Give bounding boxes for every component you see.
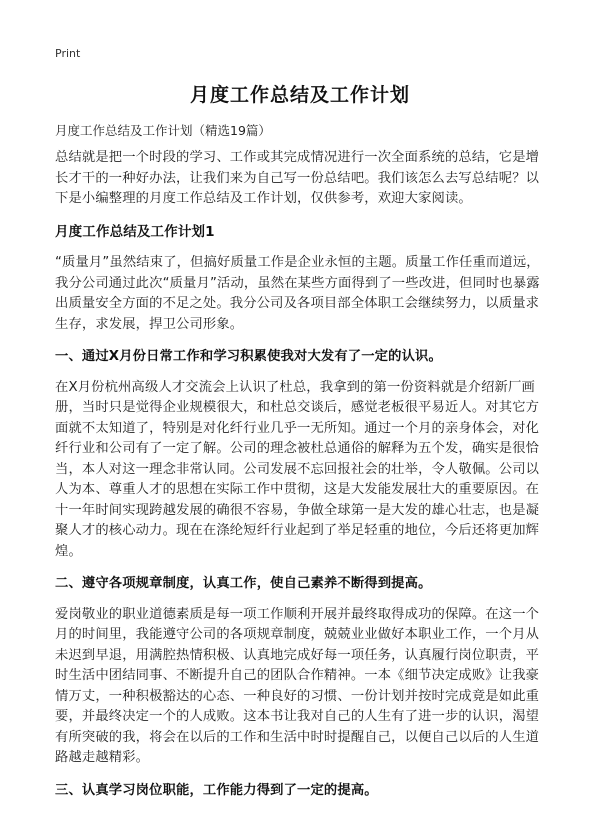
document-title: 月度工作总结及工作计划 <box>189 84 410 106</box>
subheading-1: 一、通过X月份日常工作和学习积累使我对大发有了一定的认识。 <box>55 349 442 364</box>
intro-paragraph: 总结就是把一个时段的学习、工作或其完成情况进行一次全面系统的总结，它是增长才干的一种好办法，让我们来为自己写一份总结吧。我们该怎么去写总结呢？以下是小编整理的月度工作总结及工作计划，仅供参考，欢迎大家阅读。 <box>55 150 540 206</box>
subheading-2: 二、遵守各项规章制度，认真工作，使自己素养不断得到提高。 <box>55 576 432 591</box>
document-body <box>55 148 547 801</box>
body-paragraph-3: 爱岗敬业的职业道德素质是每一项工作顺利开展并最终取得成功的保障。在这一个月的时间里，我能遵守公司的各项规章制度，兢兢业业做好本职业工作，一个月从未迟到早退，用满腔热情积极、认真地完成好每一项任务，认真履行岗位职责，平时生活中团结同事、不断提升自己的团队合作精神。一本《细节决定成败》让我豪情万丈，一种积极豁达的心态、一种良好的习惯、一份计划并按时完成竟是如此重要，并最终决定一个的人成败。这本书让我对自己的人生有了进一步的认识，渴望有所突破的我，将会在以后的工作和生活中时时提醒自己，以便自己以后的人生道路越走越精彩。 <box>55 606 540 765</box>
section-heading: 月度工作总结及工作计划1 <box>55 223 215 240</box>
print-label[interactable]: Print <box>55 47 81 60</box>
body-paragraph-1: “质量月”虽然结束了，但搞好质量工作是企业永恒的主题。质量工作任重而道远，我分公司通过此次“质量月”活动，虽然在某些方面得到了一些改进，但同时也暴露出质量安全方面的不足之处。我分公司及各项目部全体职工会继续努力，以质量求生存，求发展，捍卫公司形象。 <box>55 255 540 332</box>
document-subtitle: 月度工作总结及工作计划（精选19篇） <box>55 123 271 138</box>
body-paragraph-2: 在X月份杭州高级人才交流会上认识了杜总，我拿到的第一份资料就是介绍新厂画册，当时只是觉得企业规模很大，和杜总交谈后，感觉老板很平易近人。对其它方面就不太知道了，特别是对化纤行业几乎一无所知。通过一个月的亲身体会，对化纤行业和公司有了一定了解。公司的理念被杜总通俗的解释为五个发，确实是很恰当，本人对这一理念非常认同。公司发展不忘回报社会的壮举，令人敬佩。公司以人为本、尊重人才的思想在实际工作中贯彻，这是大发能发展壮大的重要原因。在十一年时间实现跨越发展的确很不容易，争做全球第一是大发的雄心壮志，也是凝聚人才的核心动力。现在在涤纶短纤行业起到了举足轻重的地位，今后还将更加辉煌。 <box>55 379 540 559</box>
subheading-3: 三、认真学习岗位职能，工作能力得到了一定的提高。 <box>55 782 378 798</box>
